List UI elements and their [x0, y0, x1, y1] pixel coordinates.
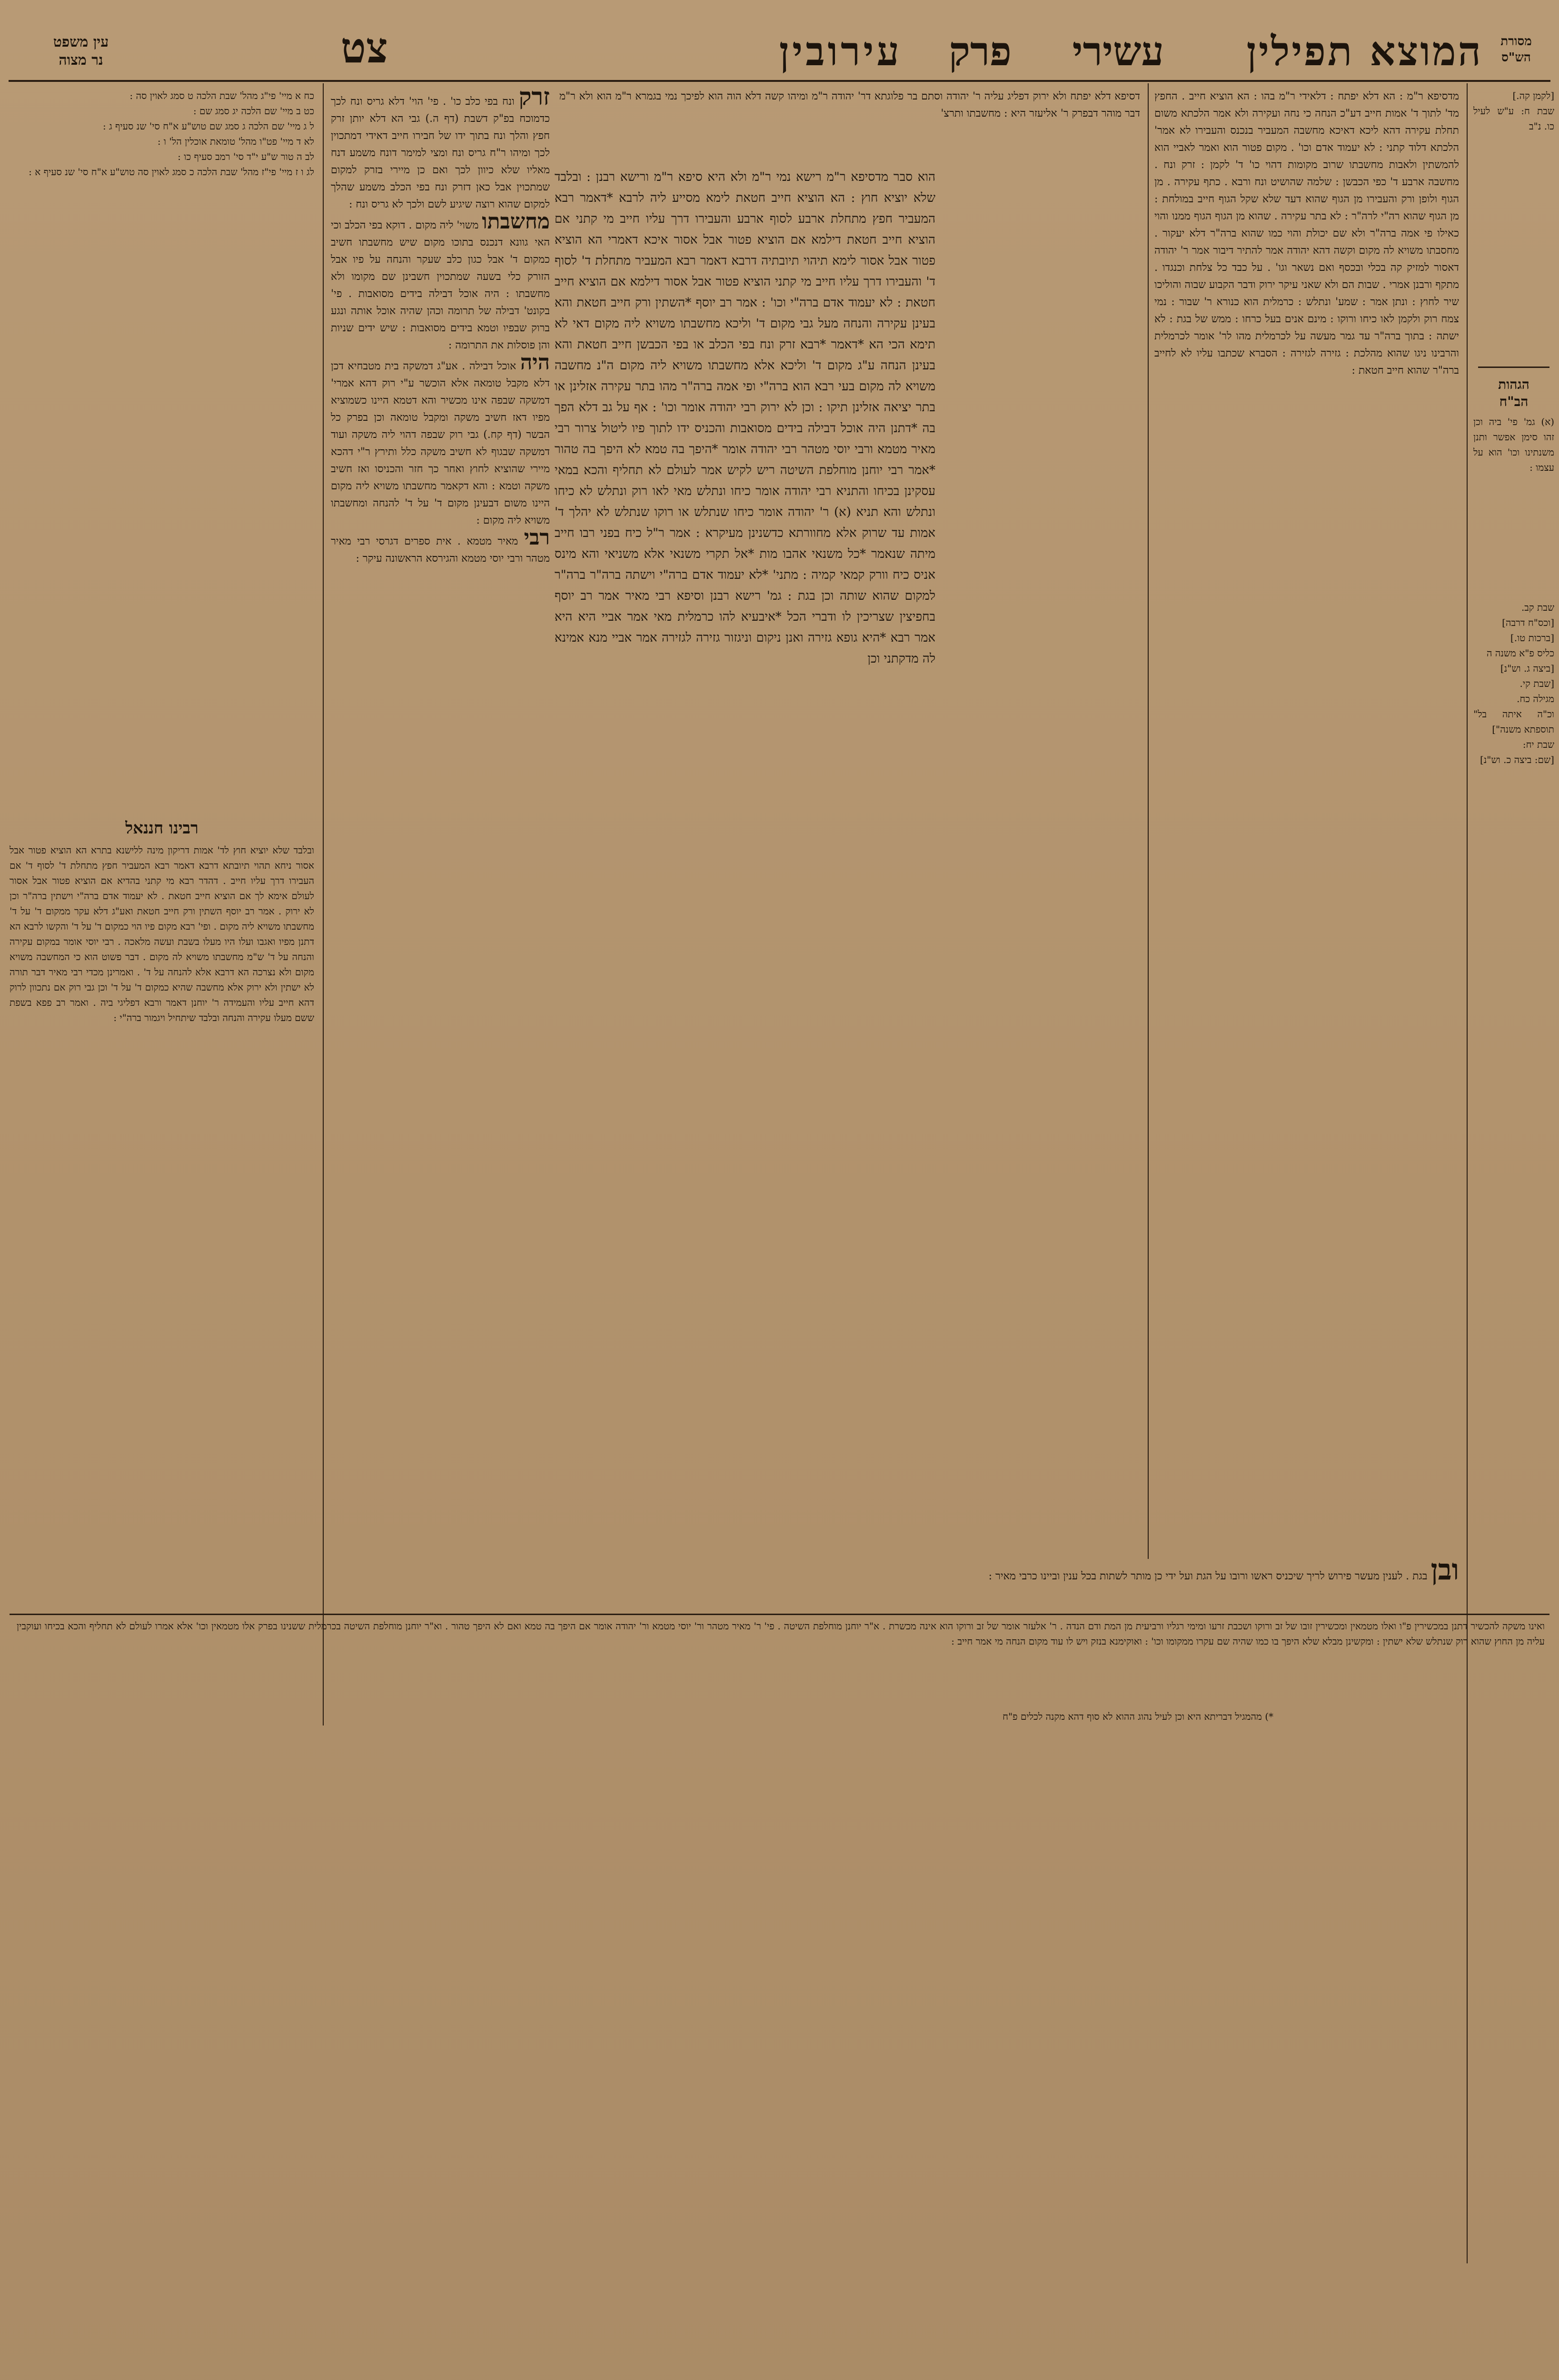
hagahot-habach-text: (א) גמ' פי' ביה וכן זהו סימן אפשר ותנן משנתינו וכו' הוא על עצמו :	[1473, 416, 1554, 473]
footer-notes: ואינו משקה להכשיר דתנן במכשירין פ"ו ואלו מטמאין ומכשירין זובו של זב ורוקו ושכבת זרעו ומימי רגליו ורביעית מן המת ודם הנדה . ר' אלעזר אומר של זב ורוקו הוא אינה מכשרת . א"ר יוחנן מוחלפת השיטה . פי' ר' מאיר מטהר ור' יוסי מטמא ור' יהודה אומר אם היפך בה טמא ואם לא היפך טהור . וא"ר יוחנן מוחלפת השיטה בכרמלית ששנינו בפרק אלו מטמאין וכו' אלא אמרו לעולם לא תחליף והכא בכיחו ועוקבין עליה מן החוץ שהוא רוק שנתלש שלא ישתין : ומקשינן מבלא שלא היפך בו כמו שהיה שם עקרו ממקומו וכו' : ואוקימנא בנזק ויש לו עוד מקום הנחה מי אמר חייב :	[17, 1620, 1545, 1647]
tosafot-paragraph-3: אוכל דבילה . אע"ג דמשקה בית מטבחיא דכן דלא מקבל טומאה אלא הוכשר ע"י רוק דהא אמרי' דמשקה שבפה אינו מכשיר והא דטמא היינו כשמוציא מפיו דאז חשיב משקה ומקבל טומאה וכן בפרק כל הבשר (דף קח.) גבי רוק שבפה דהוי ליה משקה ועוד דמשקה שבגוף לא חשיב משקה כלל ותירץ ר"י דהכא מיירי שהוציא לחוץ ואחר כך חזר והכניסו ואז חשיב משקה וטמא : והא דקאמר מחשבתו משויא ליה מקום היינו משום דבעינן מקום ד' על ד' להנחה ומחשבתו משויא ליה מקום :	[331, 360, 550, 526]
left-margin-divider	[323, 83, 324, 1726]
tractate-name: עירובין	[779, 28, 902, 75]
tosafot-lead-word-2: מחשבתו	[482, 209, 550, 234]
footer-footnote: *) מהמגיל דבריתא היא וכן לעיל נהוג ההוא לא סוף דהא מקנה לכלים פ"ח	[1003, 1711, 1273, 1722]
page-number: צט	[340, 23, 388, 72]
masoret-hashas-refs-2: שבת קב. [וכס"ח דרבה] [ברכות טו.] כליס פ"א משנה ה [ביצה ג. וש"נ] [שבת קי. מגילה כח. וכ"ה איתה בל" תוספתא משנה"] שבת יח: [שם: ביצה כ. וש"נ]	[1473, 602, 1554, 765]
masoret-ornament	[1478, 367, 1549, 368]
gemara-text: הוא סבר מדסיפא ר"מ רישא נמי ר"מ ולא היא סיפא ר"מ ורישא רבנן : ובלבד שלא יוציא חוץ : הא הוציא חייב חטאת לימא מסייע ליה לרבא *דאמר רבא המעביר חפץ מתחלת ארבע לסוף ארבע והעבירו דרך עליו חייב מי קתני אם הוציא חייב חטאת דילמא אם הוציא פטור אבל אסור איכא דאמרי הא הוציא פטור אבל אסור לימא תיהוי תיובתיה דרבא דאמר רבא המעביר מתחלת ד' לסוף ד' והעבירו דרך עליו חייב מי קתני הוציא פטור אבל אסור דילמא אם הוציא חייב חטאת : לא יעמוד אדם ברה"י וכו' : אמר רב יוסף *השתין ורק חייב חטאת והא בעינן עקירה והנחה מעל גבי מקום ד' וליכא מחשבתו משויא ליה מקום דאי לא תימא הכי הא *דאמר *רבא זרק ונח בפי הכלב או בפי הכבשן חייב חטאת והא בעינן הנחה ע"ג מקום ד' וליכא אלא מחשבתו משויא ליה מקום ה"נ מחשבה משויא לה מקום בעי רבא הוא ברה"י ופי אמה ברה"ר מהו בתר עקירה אזלינן או בתר יציאה אזלינן תיקו : וכן לא ירוק רבי יהודה אומר וכו' : אף על גב דלא הפך בה *דתנן היה אוכל דבילה בידים מסואבות והכניס ידו לתוך פיו ליטול צרור רבי מאיר מטמא ורבי יוסי מטהר רבי יהודה אומר *היפך בה טמא לא היפך בה טהור *אמר רבי יוחנן מוחלפת השיטה ריש לקיש אמר לעולם לא תחליף והכא במאי עסקינן בכיחו והתניא רבי יהודה אומר כיחו ונתלש מאי לאו רוק ונתלש לא כיחו ונתלש והא תניא (א) ר' יהודה אומר כיחו שנתלש או רוקו שנתלש לא יהלך ד' אמות עד שרוק אלא מחוורתא כדשנינן מעיקרא : אמר ר"ל כיח בפני רבו חייב מיתה שנאמר *כל משנאי אהבו מות *אל תקרי משנאי אלא משניאי והא מינס אניס כיח וורק קמאי קמיה : מתני' *לא יעמוד אדם ברה"י וישתה ברה"ר ברה"ר למקום שהוא שותה וכן בגת : גמ' רישא רבנן וסיפא רבי מאיר אמר רב יוסף בחפיצין שצריכין לו ודברי הכל *איבעיא להו כרמלית מאי אמר אביי היא היא אמר רבא *היא גופא גזירה ואנן ניקום וניגזור גזירה לגזירה אמר אביי מנא אמינא לה מדקתני וכן	[555, 170, 935, 666]
tosafot-paragraph-2: משוי' ליה מקום . דוקא בפי הכלב וכי האי גוונא דנכנס בתוכו מקום שיש מחשבתו חשיב כמקום ד' אבל כגון כלב שעקר והנחה על פיו אבל הזורק כלי בשעה שמתכוין חשבינן שם מקומו ולא מחשבתו : היה אוכל דבילה בידים מסואבות . פי' בקונט' דבילה של תרומה וכהן שהיה אוכל אותה ונגע ברוק שבפיו וטמא בידים מסואבות : שיש ידים שניות והן פוסלות את התרומה :	[331, 219, 550, 351]
chapter-number: עשירי	[1072, 28, 1164, 75]
tosafot-paragraph-4: מאיר מטמא . אית ספרים דגרסי רבי מאיר מטהר ורבי יוסי מטמא והגירסא הראשונה עיקר :	[331, 536, 550, 565]
header-rule	[9, 80, 1550, 82]
ein-mishpat-refs: כח א מיי' פי"ג מהל' שבת הלכה ט סמג לאוין סה : כט ב מיי' שם הלכה יג סמג שם : ל ג מיי' שם הלכה ג סמג שם טוש"ע א"ח סי' שנ סעיף ג : לא ד מיי' פט"ו מהל' טומאת אוכלין הל' ו : לב ה טור ש"ע י"ד סי' רמב סעיף כו : לג ו ז מיי' פי"ז מהל' שבת הלכה כ סמג לאוין סה טוש"ע א"ח סי' שנ סעיף א :	[29, 90, 314, 178]
rashi-continuation	[793, 1561, 1459, 1609]
tosafot-commentary	[331, 88, 550, 1730]
footer-rule	[10, 1614, 1549, 1615]
right-margin-title: מסורת הש"ס	[1500, 34, 1532, 65]
tosafot-intro: דסיפא דלא יפתח ולא ירוק דפליג עליה ר' יהודה וסתם בר פלוגתא דר' יהודה ר"מ ומיהו קשה דלא הוה הוא לפיכך נמי בגמרא ר"מ הוא ולא ר"מ דבר מוהר דבפרק ר' אליעזר היא : מחשבתו ותרצ'	[559, 90, 1140, 119]
tosafot-paragraph-1: ונח בפי כלב כו' . פי' הוי' דלא גריס ונח לכך כדמוכח בפ"ק דשבת (דף ה.) גבי הא דלא יותן זרק חפץ והלך ונח בתוך ידו של חבירו חייב דאידי דמתכוין לכך ומיהו ר"ח גריס ונח ומצי למימר דונח משמע דנח מאליו שלא כיוון לכך ואם כן מיירי בזרק למקום שמתכוין אבל כאן דזרק ונח בפי הכלב משמע שהלך למקום שהוא רוצה שיגיע לשם ולכך לא גריס ונח :	[331, 96, 550, 210]
tosafot-lead-word-3: היה	[520, 350, 550, 375]
left-margin-title: עין משפט נר מצוה	[53, 34, 109, 69]
chapter-title: המוצא תפילין	[1246, 28, 1483, 75]
rashi-commentary: מדסיפא ר"מ : הא דלא יפתח : דלאידי ר"מ בהו : הא הוציא חייב . החפץ מד' לתוך ד' אמות חייב דע"כ הנחה כי נחה ועקירה ולא אמר הלכתא משום תחלת עקירה דהא ליכא דאיכא מחשבה המעביר בנכנס והעבירו לא אמר' הלכתא דלוד קתני : לא יעמוד אדם וכו' . מקום פטור הוא ואמר לאביי הוא להמשתין ולאבות מחשבתו שרוב מקומות דהוי כו' ד' לקמן : זרק ונח . מחשבה ארבע ד' כפי הכבשן : שלמה שהושיט ונח ורבא . כתף עקירה . מן הגוף ולופן ורק והעבירו מן הגוף שהוא דעד שלא שקל הגוף חייב במולחת : מן הגוף שהוא רה"י לרה"ר : לא בתר עקירה . שהוא מן הגוף הגוף ממנו והוי כאילו פי אמה ברה"ר ולא שם יכולת והוי כמו שהוא ברה"ר דלא יעקור . מחסבתו משויא לה מקום וקשה דהא יהודה אמר להתיר דיבור אמר ר' יהודה דאסור למזיק קה בכלי ובכסף ואם נשאר וגו' . על כבד כל צלחת וכנגדו . מתקף ורבנן אמרי . שבות הם ולא שאני עיקר ירוק ודבר הקבוע שבוה והוליכו שיר לחוץ : ונתן אמר : שמע' ונתלש : כרמלית הוא כנורא ר' שבור : נמי צמח רוק ולקמן לאו כיחו ורוקו : מינם אנים בעל כרחו : ממש של בגת : לא ישתה : בתוך ברה"ר עד גמר מעשה על לכרמלית מהו לר' אומר לכרמלית והרבינו ניגו שהוא מהלכת : גזירה לגזירה : הסברא שכתבו עליו לא לחייב ברה"ר שהוא חייב חטאת :	[1154, 90, 1459, 377]
rabbeinu-chananel-title: רבינו חננאל	[125, 819, 199, 838]
rashi-divider	[1148, 83, 1149, 1559]
masoret-hashas-refs: [לקמן קה.] שבת ח: ע"ש לעיל כו. נ"ב	[1473, 90, 1554, 132]
tosafot-lead-word-4: רבי	[524, 526, 550, 550]
rabbeinu-chananel-text: ובלבד שלא יוציא חוץ לד' אמות דריקון מינה ללישנא בתרא הא הוציא פטור אבל אסור ניחא תהוי תיובתא דרבא דאמר רבא המעביר חפץ מתחלת ד' לסוף ד' אם העבירו דרך עליו חייב . דהדר רבא מי קתני בהדיא אם הוציא פטור אבל אסור לעולם אימא לך אם הוציא חייב חטאת . לא יעמוד אדם ברה"י וישתין ברה"ר וכן לא ירוק . אמר רב יוסף השתין ורק חייב חטאת ואע"ג דלא עקר ממקום ד' על ד' מחשבתו משויא ליה מקום . ופי' רבא מקום פיו הוי כמקום ד' על ד' והקשו לרבא הא דתנן מפיו ואגבו ועלו היו מעלו בשבת ועשה מלאכה . רבי יוסי אומר במקום עקירה והנחה על ד' ש"מ מחשבתו משויא לה מקום . דבר פשוט הוא כי המחשבה משויא מקום ולא נצרכה הא דרבא אלא להנחה על ד' . ואמרינן מכדי רבי מאיר דבר תורה לא ישתין ולא ירוק אלא מחשבה שהיא כמקום ד' על ד' וכן גבי רוק אם נתכוון לרוק דהא חייב עליו והעמידה ר' יוחנן דאמר ורבא דפליגי ביה . ואמר רב פפא בשפת ששם מעלו עקירה והנחה ובלבד שיתחיל ויגמור ברה"י :	[10, 844, 314, 1023]
tosafot-lead-word: זרק	[518, 88, 550, 110]
rashi-lead-tail: בגת . לענין מעשר פירוש לריך שיכניס ראשו ורובו על הגת ועל ידי כן מותר לשתות בכל ענין וביינו כרבי מאיר :	[988, 1570, 1428, 1582]
chapter-label: פרק	[949, 28, 1012, 75]
rashi-lead-word: ובן	[1430, 1561, 1459, 1587]
hagahot-title: הגהות הב"ח	[1498, 377, 1529, 409]
right-margin-divider	[1467, 83, 1468, 2263]
